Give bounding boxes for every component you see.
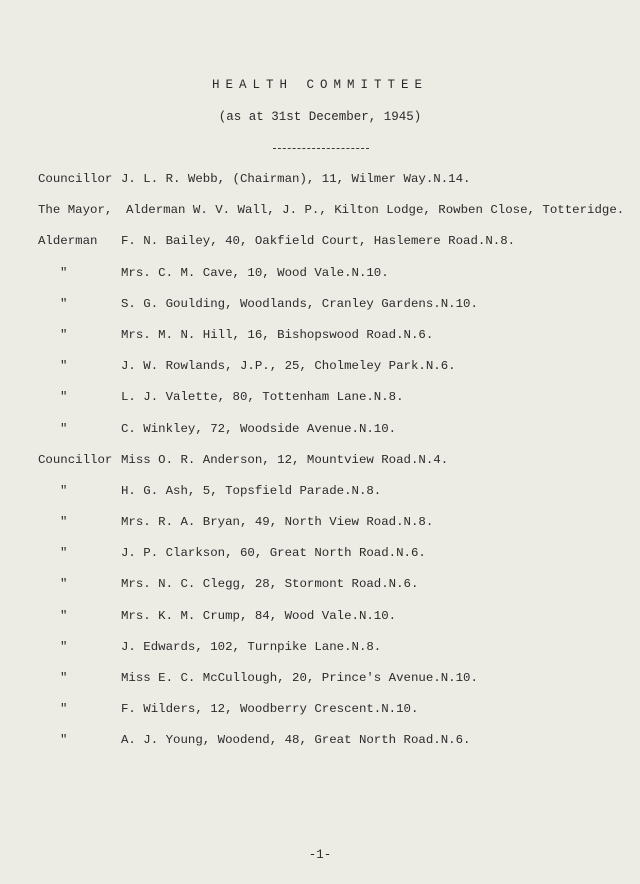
member-title-label: " xyxy=(60,390,68,405)
member-row xyxy=(0,640,640,671)
member-title-label: " xyxy=(60,671,68,685)
member-title-label: " xyxy=(60,639,68,654)
member-row xyxy=(0,577,640,608)
member-entry: A. J. Young, Woodend, 48, Great North Road.N.6. xyxy=(121,733,471,748)
document-title: HEALTH COMMITTEE xyxy=(211,78,429,92)
page-number: -1- xyxy=(308,848,332,862)
member-title-label: " xyxy=(60,515,68,530)
member-entry: Mrs. M. N. Hill, 16, Bishopswood Road.N.6. xyxy=(121,327,434,342)
member-title-label: Alderman xyxy=(38,234,98,249)
member-title-label: " xyxy=(60,265,68,280)
member-list xyxy=(0,172,640,765)
member-entry: S. G. Goulding, Woodlands, Cranley Gardens.N.10. xyxy=(121,296,478,311)
member-title-label: " xyxy=(60,608,68,623)
member-row xyxy=(0,453,640,484)
member-entry: Alderman W. V. Wall, J. P., Kilton Lodge, Rowben Close, Totteridge. xyxy=(126,203,625,218)
member-title-label: " xyxy=(60,327,68,342)
member-row xyxy=(0,484,640,515)
member-entry: J. L. R. Webb, (Chairman), 11, Wilmer Way.N.14. xyxy=(121,172,471,186)
member-entry: H. G. Ash, 5, Topsfield Parade.N.8. xyxy=(121,483,382,498)
member-title-label: " xyxy=(60,421,68,436)
member-entry: J. Edwards, 102, Turnpike Lane.N.8. xyxy=(121,639,382,654)
dashed-rule xyxy=(273,148,369,149)
member-title-label: " xyxy=(60,577,68,592)
member-entry: Mrs. N. C. Clegg, 28, Stormont Road.N.6. xyxy=(121,577,419,592)
member-title-label: " xyxy=(60,546,68,561)
member-entry: C. Winkley, 72, Woodside Avenue.N.10. xyxy=(121,421,397,436)
member-title-label: Councillor xyxy=(38,452,113,467)
member-entry: Mrs. C. M. Cave, 10, Wood Vale.N.10. xyxy=(121,265,389,280)
member-row xyxy=(0,515,640,546)
member-entry: F. N. Bailey, 40, Oakfield Court, Haslemere Road.N.8. xyxy=(121,234,516,249)
member-entry: Mrs. R. A. Bryan, 49, North View Road.N.8. xyxy=(121,515,434,530)
member-entry: Miss E. C. McCullough, 20, Prince's Avenue.N.10. xyxy=(121,671,478,685)
member-entry: L. J. Valette, 80, Tottenham Lane.N.8. xyxy=(121,390,404,405)
member-entry: J. P. Clarkson, 60, Great North Road.N.6. xyxy=(121,546,426,561)
member-title-label: Councillor xyxy=(38,172,113,186)
member-row xyxy=(0,422,640,453)
member-title-label: " xyxy=(60,296,68,311)
member-entry: F. Wilders, 12, Woodberry Crescent.N.10. xyxy=(121,702,419,717)
member-row xyxy=(0,203,640,234)
member-row xyxy=(0,297,640,328)
member-entry: Mrs. K. M. Crump, 84, Wood Vale.N.10. xyxy=(121,608,397,623)
member-title-label: " xyxy=(60,733,68,748)
member-row xyxy=(0,702,640,733)
member-row xyxy=(0,266,640,297)
member-row xyxy=(0,172,640,203)
member-row xyxy=(0,234,640,265)
member-row xyxy=(0,609,640,640)
member-title-label: " xyxy=(60,702,68,717)
member-row xyxy=(0,546,640,577)
member-title-label: The Mayor, xyxy=(38,203,113,218)
member-row xyxy=(0,733,640,764)
member-row xyxy=(0,328,640,359)
document-subtitle: (as at 31st December, 1945) xyxy=(218,110,422,124)
member-title-label: " xyxy=(60,483,68,498)
member-row xyxy=(0,390,640,421)
member-row xyxy=(0,359,640,390)
member-row xyxy=(0,671,640,702)
member-entry: Miss O. R. Anderson, 12, Mountview Road.N.4. xyxy=(121,452,449,467)
member-entry: J. W. Rowlands, J.P., 25, Cholmeley Park.N.6. xyxy=(121,359,456,374)
member-title-label: " xyxy=(60,359,68,374)
